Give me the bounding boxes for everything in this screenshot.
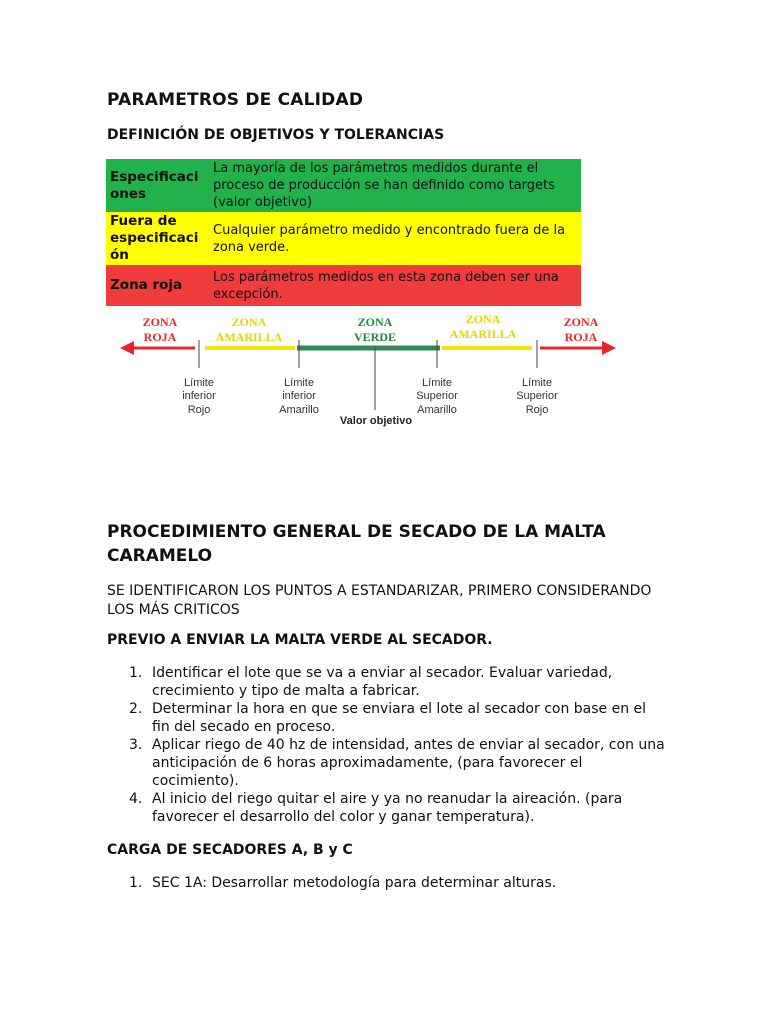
zone-amarilla-left-1: ZONA [231,315,267,329]
limit-sup-amarillo-1: Límite [422,377,452,389]
row-text: Cualquier parámetro medido y encontrado fuera de la zona verde. [209,212,581,265]
limit-inf-rojo-3: Rojo [187,404,211,416]
limit-sup-amarillo-2: Superior [416,390,458,402]
tolerance-diagram [0,300,768,440]
list-number: 1. [129,875,143,891]
section-title: PROCEDIMIENTO GENERAL DE SECADO DE LA MALTA CARAMELO [107,522,606,566]
subheading-previo: PREVIO A ENVIAR LA MALTA VERDE AL SECADOR. [107,632,493,648]
table-row [106,159,581,212]
fuera-label-3: ón [110,247,129,263]
arrow-right-icon [602,341,616,355]
row-label [106,212,209,265]
list-item [107,700,667,736]
spec-label-2: ones [110,185,147,202]
table-row [106,212,581,265]
zone-roja-left-1: ZONA [142,315,178,329]
zone-amarilla-right-1: ZONA [465,312,501,326]
limit-inf-amarillo-2: inferior [282,390,316,402]
list-number: 4. [129,791,143,807]
limit-sup-amarillo-3: Amarillo [417,404,457,416]
zone-verde-1: ZONA [357,315,393,329]
limit-inf-rojo-2: inferior [182,390,216,402]
zone-roja-left-2: ROJA [143,330,177,344]
fuera-label-2: especificaci [110,230,199,246]
list-item [107,790,667,826]
subtitle: DEFINICIÓN DE OBJETIVOS Y TOLERANCIAS [107,127,445,143]
steps-list-carga [107,874,667,892]
limit-inf-amarillo-1: Límite [284,377,314,389]
row-label: Zona roja [106,265,209,306]
list-item [107,736,667,790]
section-intro: SE IDENTIFICARON LOS PUNTOS A ESTANDARIZAR, PRIMERO CONSIDERANDO LOS MÁS CRITICOS [107,583,652,618]
list-text: Al inicio del riego quitar el aire y ya no reanudar la aireación. (para favorecer el desarrollo del color y ganar temperatura). [152,791,623,825]
list-number: 3. [129,737,143,753]
list-number: 2. [129,701,143,717]
row-label [106,159,209,212]
fuera-label-1: Fuera de [110,213,177,229]
tolerance-table [106,159,581,306]
valor-objetivo-label: Valor objetivo [339,415,413,427]
row-text: La mayoría de los parámetros medidos durante el proceso de producción se han definido como targets (valor objetivo) [209,159,581,212]
zone-amarilla-right-2: AMARILLA [449,327,517,341]
limit-sup-rojo-3: Rojo [525,404,549,416]
limit-inf-rojo-1: Límite [184,377,214,389]
steps-list-previo [107,664,667,826]
list-text: Identificar el lote que se va a enviar al secador. Evaluar variedad, crecimiento y tipo de malta a fabricar. [152,665,613,699]
list-text: Aplicar riego de 40 hz de intensidad, antes de enviar al secador, con una anticipación de 6 horas aproximadamente, (para favorecer el cocimiento). [152,737,665,789]
zone-roja-right-1: ZONA [563,315,599,329]
page-title: PARAMETROS DE CALIDAD [107,90,364,110]
list-item [107,664,667,700]
list-item [107,874,667,892]
limit-sup-rojo-2: Superior [516,390,558,402]
zone-roja-right-2: ROJA [564,330,598,344]
limit-inf-amarillo-3: Amarillo [279,404,319,416]
spec-label-1: Especificaci [110,168,199,185]
subheading-carga: CARGA DE SECADORES A, B y C [107,842,353,858]
zone-verde-2: VERDE [353,330,397,344]
limit-sup-rojo-1: Límite [522,377,552,389]
arrow-left-icon [120,341,134,355]
row-text: Los parámetros medidos en esta zona deben ser una excepción. [209,265,581,306]
list-number: 1. [129,665,143,681]
list-text: SEC 1A: Desarrollar metodología para determinar alturas. [152,875,557,891]
list-text: Determinar la hora en que se enviara el lote al secador con base en el fin del secado en proceso. [152,701,647,735]
zone-amarilla-left-2: AMARILLA [215,330,283,344]
